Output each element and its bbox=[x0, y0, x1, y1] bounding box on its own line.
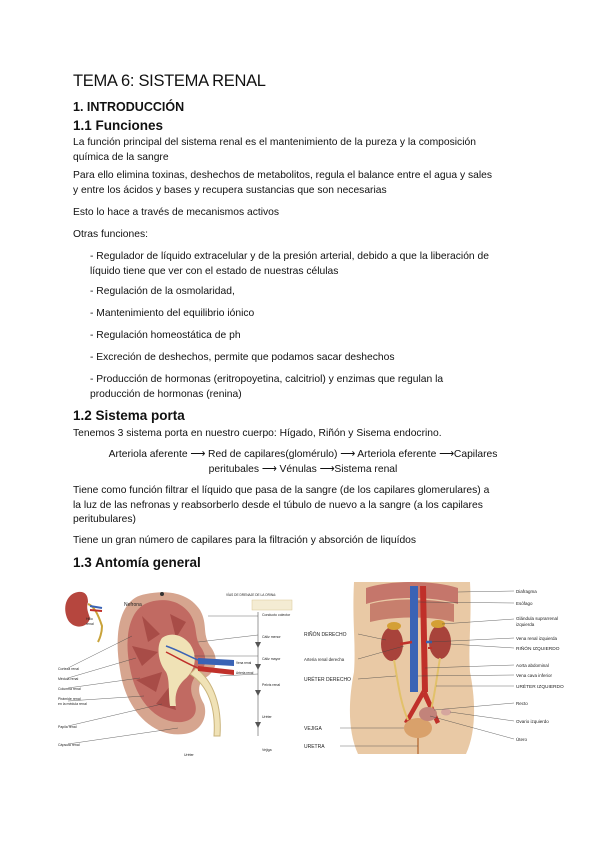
label-aorta-abdominal: Aorta abdominal bbox=[516, 663, 549, 668]
subsection-heading-anatomia: 1.3 Antomía general bbox=[73, 555, 201, 570]
subsection-heading-funciones: 1.1 Funciones bbox=[73, 118, 164, 133]
paragraph-elimina-toxinas bbox=[73, 169, 533, 198]
text-line: peritubales ⟶ Vénulas ⟶Sistema renal bbox=[208, 463, 398, 475]
right-kidney-shape bbox=[381, 627, 403, 661]
text-line: peritubulares) bbox=[73, 514, 136, 525]
label-vias-drenaje: VÍAS DE DRENAJE DE LA ORINA: bbox=[226, 593, 277, 597]
label-hilio-2: renal bbox=[86, 622, 94, 626]
list-item: - Regulación de la osmolaridad, bbox=[90, 286, 235, 297]
subsection-heading-sistema-porta: 1.2 Sistema porta bbox=[73, 408, 185, 423]
paragraph-tres-sistemas-porta: Tenemos 3 sistema porta en nuestro cuerpo: Hígado, Riñón y Sisema endocrino. bbox=[73, 428, 442, 439]
list-item: - Regulación homeostática de ph bbox=[90, 330, 241, 341]
text-line: y entre los ácidos y bases y recupera sustancias que son necesarias bbox=[73, 184, 387, 196]
label-arteria-renal: Arteria renal bbox=[236, 671, 254, 675]
label-vejiga: Vejiga bbox=[262, 748, 272, 752]
label-diafragma: Diafragma bbox=[516, 589, 537, 594]
paragraph-mecanismos-activos: Esto lo hace a través de mecanismos activos bbox=[73, 207, 280, 218]
paragraph-capilares: Tiene un gran número de capilares para la filtración y absorción de liquídos bbox=[73, 535, 417, 546]
label-hilio: Hilio bbox=[86, 617, 93, 621]
text-line: La función principal del sistema renal es el mantenimiento de la pureza y la composición bbox=[73, 137, 476, 148]
label-recto: Recto bbox=[516, 701, 528, 706]
label-medula-renal: Médula renal bbox=[58, 677, 79, 681]
label-utero: Útero bbox=[516, 737, 528, 742]
label-vejiga: VEJIGA bbox=[304, 726, 322, 732]
list-item bbox=[90, 250, 530, 279]
vena-cava-shape bbox=[410, 586, 418, 692]
text-line: - Regulador de líquido extracelular y de la presión arterial, debido a que la liberación de bbox=[90, 251, 489, 262]
label-ureter-izquierdo: URÉTER IZQUIERDO bbox=[516, 685, 564, 690]
paragraph-otras-funciones: Otras funciones: bbox=[73, 229, 148, 240]
label-nefrona: Nefrona bbox=[124, 602, 142, 608]
label-pelvis-renal: Pelvis renal bbox=[262, 683, 281, 687]
document-title: TEMA 6: SISTEMA RENAL bbox=[73, 72, 266, 90]
text-line: líquido tiene que ver con el estado de nuestras células bbox=[90, 265, 339, 277]
section-heading-introduccion: 1. INTRODUCCIÓN bbox=[73, 100, 185, 114]
label-glandula-suprarrenal: Glándula suprarrenal bbox=[516, 616, 559, 621]
label-glandula-suprarrenal-2: izquierda bbox=[516, 622, 535, 627]
label-rinon-izquierdo: RIÑÓN IZQUIERDO bbox=[516, 647, 560, 652]
label-capsula-renal: Cápsula renal bbox=[58, 743, 80, 747]
urinary-system-illustration bbox=[300, 582, 590, 754]
list-item: - Mantenimiento del equilibrio iónico bbox=[90, 308, 255, 319]
label-ovario-izquierdo: Ovario izquierdo bbox=[516, 719, 549, 724]
paragraph-funcion-principal bbox=[73, 136, 533, 165]
bladder-shape bbox=[404, 718, 432, 738]
paragraph-funcion-filtrar bbox=[73, 484, 533, 528]
label-piramide-renal-2: en la médula renal bbox=[58, 702, 87, 706]
label-arteria-renal-derecha: Arteria renal derecha bbox=[304, 657, 345, 662]
label-columna-renal: Columna renal bbox=[58, 687, 81, 691]
label-vena-renal-izquierda: Vena renal izquierda bbox=[516, 636, 558, 641]
label-ureter-bottom: Uréter bbox=[184, 753, 194, 757]
label-ureter: Uréter bbox=[262, 715, 272, 719]
text-line: Tiene como función filtrar el líquido que pasa de la sangre (de los capilares glomerulares) a bbox=[73, 485, 490, 496]
text-line: química de la sangre bbox=[73, 151, 169, 163]
text-line: Para ello elimina toxinas, deshechos de metabolitos, regula el balance entre el agua y sales bbox=[73, 170, 492, 181]
text-line: producción de hormonas (renina) bbox=[90, 388, 242, 400]
label-piramide-renal: Pirámide renal bbox=[58, 697, 81, 701]
label-caliz-menor: Cáliz menor bbox=[262, 635, 281, 639]
label-ureter-derecho: URÉTER DERECHO bbox=[304, 677, 351, 683]
list-item: - Excreción de deshechos, permite que podamos sacar deshechos bbox=[90, 352, 395, 363]
label-vena-cava-inferior: Vena cava inferior bbox=[516, 673, 553, 678]
label-esofago: Esófago bbox=[516, 601, 533, 606]
kidney-section-illustration bbox=[58, 586, 298, 762]
label-caliz-mayor: Cáliz mayor bbox=[262, 657, 281, 661]
label-papila-renal: Papila renal bbox=[58, 725, 77, 729]
label-rinon-derecho: RIÑÓN DERECHO bbox=[304, 632, 347, 638]
label-corteza-renal: Corteza renal bbox=[58, 667, 80, 671]
label-vena-renal: Vena renal bbox=[236, 661, 252, 665]
text-line: Arteriola aferente ⟶ Red de capilares(glomérulo) ⟶ Arteriola eferente ⟶Capilares bbox=[108, 449, 498, 460]
list-item bbox=[90, 373, 530, 402]
text-line: - Producción de hormonas (eritropoyetina, calcitriol) y enzimas que regulan la bbox=[90, 374, 444, 385]
label-uretra: URETRA bbox=[304, 744, 325, 750]
text-line: la luz de las nefronas y reabsorberlo desde el túbulo de nuevo a la sangre (a los capilares bbox=[73, 499, 483, 511]
flow-sequence bbox=[73, 448, 533, 477]
label-conducto-colector: Conducto colector bbox=[262, 613, 291, 617]
